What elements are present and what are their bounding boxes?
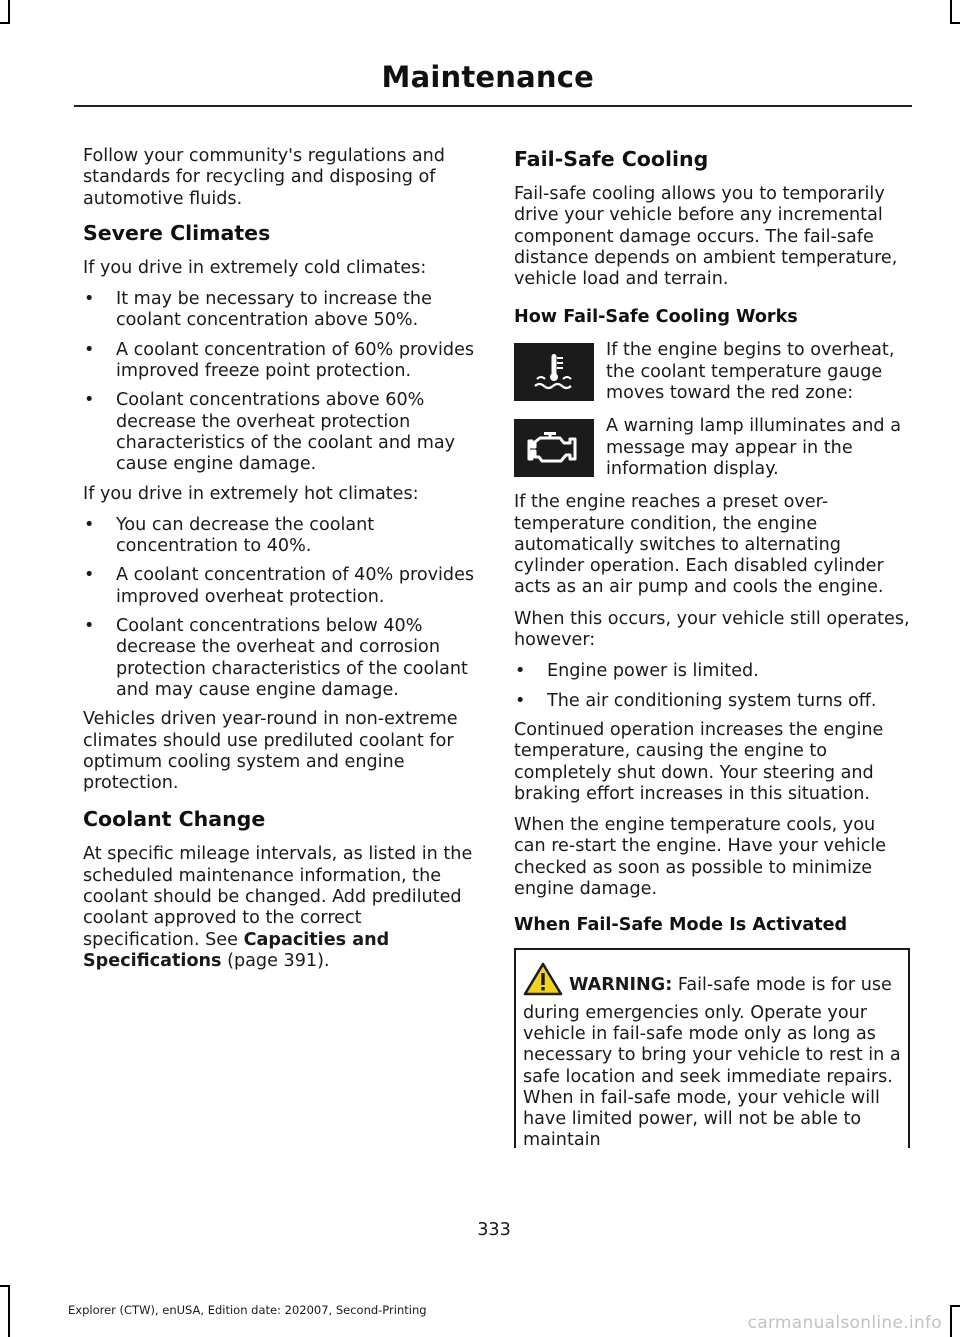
crop-mark (950, 1305, 952, 1337)
hot-climates-list (83, 515, 479, 701)
section-heading-coolant-change: Coolant Change (83, 807, 266, 832)
list-item: • You can decrease the coolant concentration to 40%. (84, 514, 375, 557)
watermark: carmanualsonline.info (747, 1313, 942, 1333)
cold-climates-list (83, 289, 479, 475)
list-item: • A coolant concentration of 60% provides improved freeze point protection. (84, 339, 475, 382)
limitations-list (514, 661, 910, 712)
engine-warning-icon (514, 419, 594, 477)
section-heading-severe-climates: Severe Climates (83, 220, 271, 245)
coolant-temp-note (514, 340, 910, 404)
list-item: • A coolant concentration of 40% provides improved overheat protection. (84, 565, 475, 607)
list-item-text: A coolant concentration of 60% provides improved freeze point protection. (116, 339, 475, 382)
warning-label: WARNING: (569, 975, 673, 996)
coolant-temperature-icon (514, 343, 594, 401)
list-item: • Coolant concentrations below 40% decrease the overheat and corrosion protection characteristics of the coolant and may cause engine damage. (84, 616, 468, 700)
right-column (514, 146, 910, 1151)
subheading-how-it-works: How Fail-Safe Cooling Works (514, 307, 798, 328)
crop-mark (0, 1285, 10, 1287)
list-item: • Engine power is limited. (515, 661, 759, 682)
crop-mark (950, 1305, 960, 1307)
header-divider (74, 105, 912, 107)
crop-mark (950, 0, 952, 22)
fail-safe-intro: Fail-safe cooling allows you to temporarily drive your vehicle before any incremental component damage occurs. The fail-safe distance depends on ambient temperature, vehicle load and terrain. (514, 184, 898, 290)
list-item-text: A coolant concentration of 40% provides improved overheat protection. (116, 565, 475, 607)
preset-condition-paragraph: If the engine reaches a preset over-temperature condition, the engine automatically switches to alternating cylinder operation. Each disabled cylinder acts as an air pump and cools the engine. (514, 492, 884, 598)
when-occurs-paragraph: When this occurs, your vehicle still operates, however: (514, 608, 910, 651)
warning-triangle-icon (523, 962, 563, 1002)
list-item-text: The air conditioning system turns off. (547, 690, 877, 711)
engine-warning-note (514, 416, 910, 480)
non-extreme-paragraph: Vehicles driven year-round in non-extreme climates should use prediluted coolant for optimum cooling system and engine protection. (83, 709, 458, 794)
page-title: Maintenance (381, 60, 594, 94)
crop-mark (8, 1285, 10, 1337)
intro-paragraph: Follow your community's regulations and standards for recycling and disposing of automotive fluids. (83, 146, 445, 209)
list-item-text: Coolant concentrations below 40% decrease the overheat and corrosion protection characteristics of the coolant and may cause engine damage. (116, 616, 468, 700)
warning-box (514, 948, 910, 1151)
hot-climates-intro: If you drive in extremely hot climates: (83, 483, 419, 504)
engine-warning-text: A warning lamp illuminates and a message may appear in the information display. (606, 416, 901, 479)
crop-mark (8, 0, 10, 22)
list-item-text: It may be necessary to increase the coolant concentration above 50%. (116, 289, 432, 331)
list-item: • Coolant concentrations above 60% decrease the overheat protection characteristics of the coolant and may cause engine damage. (84, 390, 456, 475)
list-item: • It may be necessary to increase the coolant concentration above 50%. (84, 289, 432, 331)
list-item-text: Engine power is limited. (547, 661, 759, 682)
coolant-change-paragraph: At specific mileage intervals, as listed in the scheduled maintenance information, the coolant should be changed. Add prediluted coolant approved to the correct specification. See Capacities and Specifications (page 391). (83, 844, 473, 971)
list-item-text: Coolant concentrations above 60% decrease the overheat protection characteristics of the coolant and may cause engine damage. (116, 390, 456, 475)
list-item: • The air conditioning system turns off. (515, 690, 877, 711)
list-item-text: You can decrease the coolant concentration to 40%. (116, 514, 375, 557)
section-heading-fail-safe-cooling: Fail-Safe Cooling (514, 147, 709, 171)
coolant-temp-text: If the engine begins to overheat, the coolant temperature gauge moves toward the red zone: (606, 340, 895, 404)
left-column (83, 146, 479, 982)
page-number: 333 (477, 1220, 511, 1240)
continued-operation-paragraph: Continued operation increases the engine temperature, causing the engine to completely shut down. Your steering and braking effort increases in this situation. (514, 719, 884, 804)
engine-cools-paragraph: When the engine temperature cools, you can re-start the engine. Have your vehicle checked as soon as possible to minimize engine damage. (514, 815, 887, 900)
edition-footer: Explorer (CTW), enUSA, Edition date: 202007, Second-Printing (68, 1303, 427, 1317)
cross-reference-link[interactable]: Capacities and Specifications (83, 929, 390, 971)
warning-text: Fail-safe mode is for use during emergencies only. Operate your vehicle in fail-safe mode only as long as necessary to bring your vehicle to rest in a safe location and seek immediate repairs. When in fail-safe mode, your vehicle will have limited power, will not be able to maintain (523, 975, 901, 1151)
crop-mark (950, 22, 960, 24)
cold-climates-intro: If you drive in extremely cold climates: (83, 257, 427, 278)
crop-mark (0, 22, 10, 24)
subheading-fail-safe-activated: When Fail-Safe Mode Is Activated (514, 915, 848, 936)
